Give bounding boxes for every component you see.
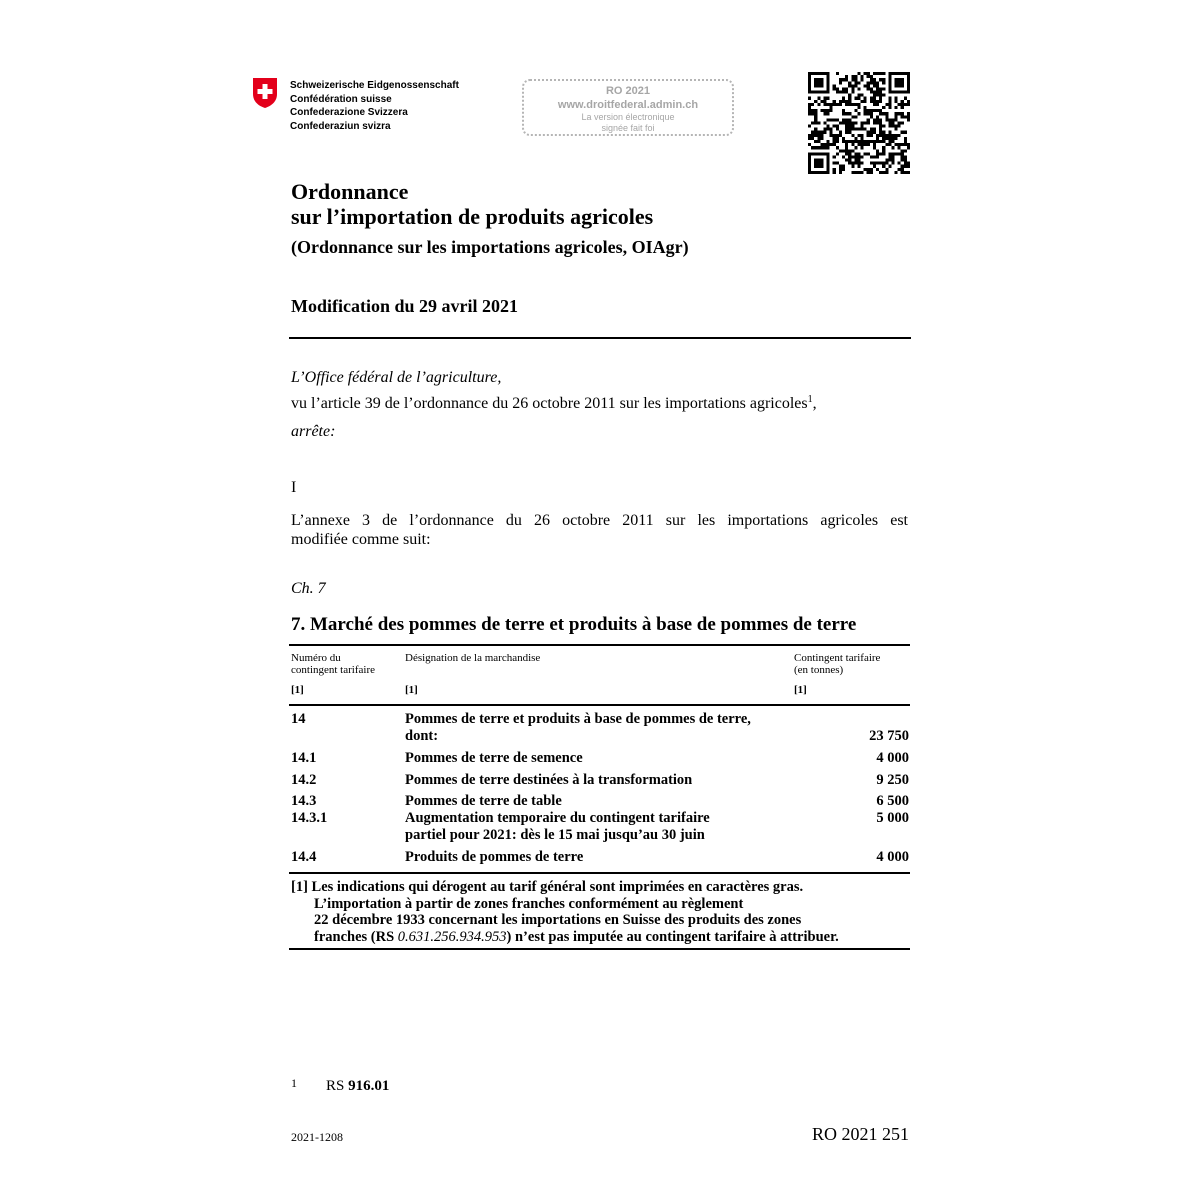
row-description: Augmentation temporaire du contingent tarifaire — [405, 810, 710, 826]
document-number: 2021-1208 — [291, 1130, 343, 1144]
table-footnote — [291, 879, 839, 945]
row-number: 14.2 — [291, 772, 317, 788]
confederation-name-de: Schweizerische Eidgenossenschaft — [290, 80, 459, 91]
modification-date: Modification du 29 avril 2021 — [291, 296, 519, 316]
header-number — [291, 652, 375, 676]
header-quota-line-2: (en tonnes) — [794, 664, 844, 676]
header-number-line-2: contingent tarifaire — [291, 664, 375, 676]
rs-reference: 0.631.256.934.953 — [397, 928, 507, 945]
decree: arrête: — [291, 423, 336, 440]
row-value: 9 250 — [876, 772, 909, 788]
row-description: Pommes de terre de table — [405, 793, 562, 809]
footnote-text — [326, 1078, 389, 1095]
section-text-line-1: L’annexe 3 de l’ordonnance du 26 octobre 2011 sur les importations agricoles est — [291, 512, 908, 529]
row-description-continued: partiel pour 2021: dès le 15 mai jusqu’au 30 juin — [405, 827, 705, 843]
footnote-ref: 1 — [807, 394, 813, 405]
row-description: Pommes de terre et produits à base de pommes de terre, — [405, 711, 751, 727]
table-header-rule — [289, 704, 910, 706]
qr-code-icon — [808, 72, 910, 174]
row-number: 14.1 — [291, 750, 317, 766]
authority: L’Office fédéral de l’agriculture, — [291, 369, 502, 386]
row-description: Pommes de terre destinées à la transformation — [405, 772, 693, 788]
table-footnote-rule — [289, 872, 910, 874]
chapter-label: Ch. 7 — [291, 580, 326, 597]
header-quota — [794, 652, 880, 676]
row-value: 23 750 — [869, 728, 909, 744]
row-number: 14 — [291, 711, 306, 727]
ro-reference: RO 2021 251 — [811, 1124, 909, 1144]
footnote-rs-prefix: RS — [326, 1078, 349, 1094]
section-heading: 7. Marché des pommes de terre et produits à base de pommes de terre — [291, 614, 857, 635]
row-number: 14.3 — [291, 793, 317, 809]
row-description: Produits de pommes de terre — [405, 849, 584, 865]
footnote-rs-number: 916.01 — [348, 1078, 390, 1094]
table-top-rule — [289, 644, 910, 646]
table-footnote-line-3: 22 décembre 1933 concernant les importations en Suisse des produits des zones — [314, 912, 802, 928]
section-number: I — [291, 479, 297, 496]
confederation-names — [290, 79, 459, 133]
legal-basis-end: , — [812, 395, 817, 412]
document-title: Ordonnance — [291, 179, 409, 204]
section-text-line-2: modifiée comme suit: — [291, 531, 431, 548]
header-ref-designation: [1] — [405, 684, 418, 696]
row-description-continued: dont: — [405, 728, 439, 744]
row-value: 6 500 — [876, 793, 909, 809]
title-divider — [289, 337, 911, 339]
row-number: 14.4 — [291, 849, 317, 865]
footnote-number: 1 — [291, 1076, 297, 1090]
stamp-note-1: La version électronique — [581, 112, 675, 122]
row-value: 4 000 — [876, 750, 909, 766]
row-value: 5 000 — [876, 810, 909, 826]
row-value: 4 000 — [876, 849, 909, 865]
header-ref-number: [1] — [291, 684, 304, 696]
table-footnote-line-4 — [291, 929, 839, 946]
table-bottom-rule — [289, 948, 910, 950]
legal-basis-text: vu l’article 39 de l’ordonnance du 26 octobre 2011 sur les importations agricoles — [291, 395, 808, 412]
table-footnote-line-1: [1] Les indications qui dérogent au tarif général sont imprimées en caractères gras. — [291, 879, 804, 895]
header-ref-quota: [1] — [794, 684, 807, 696]
table-footnote-line-4-start: franches (RS — [314, 928, 398, 945]
header-designation: Désignation de la marchandise — [405, 652, 541, 664]
stamp-url: www.droitfederal.admin.ch — [557, 99, 699, 111]
table-footnote-line-2: L’importation à partir de zones franches conformément au règlement — [314, 895, 744, 912]
confederation-name-rm: Confederaziun svizra — [290, 120, 391, 132]
swiss-coat-of-arms-icon — [252, 77, 278, 109]
document-subtitle: sur l’importation de produits agricoles — [291, 204, 654, 229]
document-short-title: (Ordonnance sur les importations agricoles, OIAgr) — [291, 237, 689, 257]
confederation-name-it: Confederazione Svizzera — [290, 107, 408, 118]
header-number-line-1: Numéro du — [291, 652, 341, 664]
table-footnote-line-4-end: ) n’est pas imputée au contingent tarifaire à attribuer. — [506, 928, 839, 945]
header-quota-line-1: Contingent tarifaire — [794, 652, 881, 664]
stamp-ro: RO 2021 — [605, 85, 651, 97]
stamp-note-2: signée fait foi — [601, 123, 655, 133]
legal-basis — [291, 394, 817, 414]
row-description: Pommes de terre de semence — [405, 750, 583, 766]
confederation-name-fr: Confédération suisse — [290, 93, 392, 105]
row-number: 14.3.1 — [291, 810, 328, 826]
section-text — [291, 511, 908, 549]
electronic-version-stamp — [522, 79, 734, 136]
